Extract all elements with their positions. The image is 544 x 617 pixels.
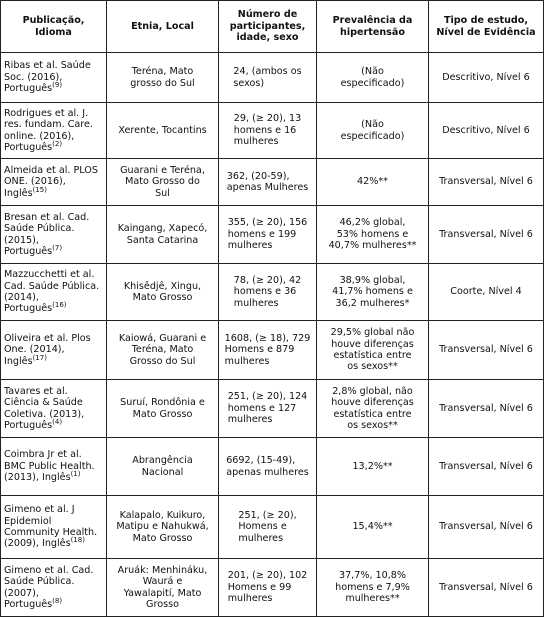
cell-prevalencia: (Não especificado) (317, 103, 429, 159)
header-row (1, 1, 544, 53)
header-participantes: Número de participantes, idade, sexo (219, 1, 317, 53)
publicacao-text: Bresan et al. Cad. Saúde Pública. (2015), Português (4, 211, 90, 257)
reference-number: (2) (52, 139, 63, 148)
reference-number: (18) (70, 536, 85, 545)
header-publicacao: Publicação, Idioma (1, 1, 107, 53)
cell-participantes-text: 362, (20-59), apenas Mulheres (226, 170, 309, 193)
cell-publicacao (1, 559, 107, 617)
reference-number: (15) (32, 185, 47, 194)
publicacao-text: Tavares et al. Ciência & Saúde Coletiva. (2013), Português (4, 385, 85, 431)
cell-participantes (219, 559, 317, 617)
cell-participantes-text: 251, (≥ 20), Homens e mulheres (238, 509, 297, 544)
header-tipo-estudo: Tipo de estudo, Nível de Evidência (429, 1, 544, 53)
table-row (1, 264, 544, 321)
cell-etnia: Guarani e Teréna, Mato Grosso do Sul (107, 159, 219, 206)
cell-etnia: Kaingang, Xapecó, Santa Catarina (107, 206, 219, 264)
cell-publicacao (1, 438, 107, 496)
cell-participantes-text: 6692, (15-49), apenas mulheres (226, 455, 309, 478)
cell-publicacao (1, 380, 107, 438)
table-row (1, 380, 544, 438)
reference-number: (16) (52, 301, 67, 310)
cell-participantes (219, 496, 317, 559)
cell-participantes-text: 201, (≥ 20), 102 Homens e 99 mulheres (227, 570, 308, 605)
publicacao-text: Ribas et al. Saúde Soc. (2016), Português (4, 60, 91, 95)
table-row (1, 496, 544, 559)
cell-etnia: Abrangência Nacional (107, 438, 219, 496)
reference-number: (1) (70, 470, 81, 479)
cell-tipo-estudo: Transversal, Nível 6 (429, 438, 544, 496)
cell-participantes (219, 206, 317, 264)
publicacao-text: Mazzucchetti et al. Cad. Saúde Pública. (2014), Português (4, 269, 100, 315)
cell-etnia: Teréna, Mato grosso do Sul (107, 53, 219, 103)
cell-publicacao (1, 53, 107, 103)
publicacao-text: Coimbra Jr et al. BMC Public Health. (2013), Inglês (4, 449, 95, 484)
cell-tipo-estudo: Transversal, Nível 6 (429, 559, 544, 617)
cell-tipo-estudo: Transversal, Nível 6 (429, 206, 544, 264)
cell-participantes (219, 159, 317, 206)
publicacao-text: Gimeno et al. Cad. Saúde Pública. (2007), Português (4, 564, 94, 610)
cell-tipo-estudo: Descritivo, Nível 6 (429, 103, 544, 159)
cell-tipo-estudo: Transversal, Nível 6 (429, 321, 544, 380)
cell-etnia: Kaiowá, Guarani e Teréna, Mato Grosso do Sul (107, 321, 219, 380)
table-row (1, 53, 544, 103)
table-row (1, 559, 544, 617)
cell-etnia: Khisêdjê, Xingu, Mato Grosso (107, 264, 219, 321)
table-row (1, 321, 544, 380)
reference-number: (17) (32, 353, 47, 362)
cell-publicacao (1, 264, 107, 321)
table-row (1, 159, 544, 206)
cell-tipo-estudo: Coorte, Nível 4 (429, 264, 544, 321)
cell-prevalencia: 46,2% global, 53% homens e 40,7% mulheres** (317, 206, 429, 264)
cell-publicacao (1, 159, 107, 206)
cell-tipo-estudo: Transversal, Nível 6 (429, 380, 544, 438)
cell-tipo-estudo: Transversal, Nível 6 (429, 496, 544, 559)
cell-prevalencia: 42%** (317, 159, 429, 206)
reference-number: (8) (52, 596, 63, 605)
cell-etnia: Aruák: Menhináku, Waurá e Yawalapití, Mato Grosso (107, 559, 219, 617)
cell-prevalencia: 13,2%** (317, 438, 429, 496)
publicacao-text: Oliveira et al. Plos One. (2014), Inglês (4, 332, 91, 367)
publicacao-text: Gimeno et al. J Epidemiol Community Health. (2009), Inglês (4, 504, 98, 550)
cell-participantes (219, 321, 317, 380)
cell-prevalencia: 37,7%, 10,8% homens e 7,9% mulheres** (317, 559, 429, 617)
cell-participantes-text: 1608, (≥ 18), 729 Homens e 879 mulheres (224, 332, 311, 367)
table-row (1, 103, 544, 159)
cell-prevalencia: 38,9% global, 41,7% homens e 36,2 mulheres* (317, 264, 429, 321)
cell-participantes (219, 53, 317, 103)
cell-etnia: Xerente, Tocantins (107, 103, 219, 159)
reference-number: (4) (52, 417, 63, 426)
cell-prevalencia: (Não especificado) (317, 53, 429, 103)
publicacao-text: Rodrigues et al. J. res. fundam. Care. online. (2016), Português (4, 107, 93, 153)
cell-participantes-text: 24, (ambos os sexos) (233, 66, 302, 89)
header-etnia: Etnia, Local (107, 1, 219, 53)
cell-publicacao (1, 496, 107, 559)
cell-etnia: Kalapalo, Kuikuro, Matipu e Nahukwá, Mato Grosso (107, 496, 219, 559)
cell-publicacao (1, 103, 107, 159)
cell-etnia: Suruí, Rondônia e Mato Grosso (107, 380, 219, 438)
cell-participantes-text: 29, (≥ 20), 13 homens e 16 mulheres (233, 113, 302, 148)
reference-number: (7) (52, 243, 63, 252)
cell-prevalencia: 15,4%** (317, 496, 429, 559)
cell-tipo-estudo: Descritivo, Nível 6 (429, 53, 544, 103)
cell-participantes-text: 78, (≥ 20), 42 homens e 36 mulheres (233, 274, 302, 309)
cell-participantes-text: 251, (≥ 20), 124 homens e 127 mulheres (227, 391, 308, 426)
table-row (1, 206, 544, 264)
cell-publicacao (1, 321, 107, 380)
table-row (1, 438, 544, 496)
cell-participantes (219, 103, 317, 159)
publicacao-text: Almeida et al. PLOS ONE. (2016), Inglês (4, 164, 98, 199)
cell-tipo-estudo: Transversal, Nível 6 (429, 159, 544, 206)
cell-participantes (219, 380, 317, 438)
header-prevalencia: Prevalência da hipertensão (317, 1, 429, 53)
reference-number: (9) (52, 81, 63, 90)
cell-participantes (219, 264, 317, 321)
cell-prevalencia: 2,8% global, não houve diferenças estatística entre os sexos** (317, 380, 429, 438)
cell-publicacao (1, 206, 107, 264)
cell-participantes-text: 355, (≥ 20), 156 homens e 199 mulheres (227, 217, 308, 252)
cell-participantes (219, 438, 317, 496)
cell-prevalencia: 29,5% global não houve diferenças estatística entre os sexos** (317, 321, 429, 380)
